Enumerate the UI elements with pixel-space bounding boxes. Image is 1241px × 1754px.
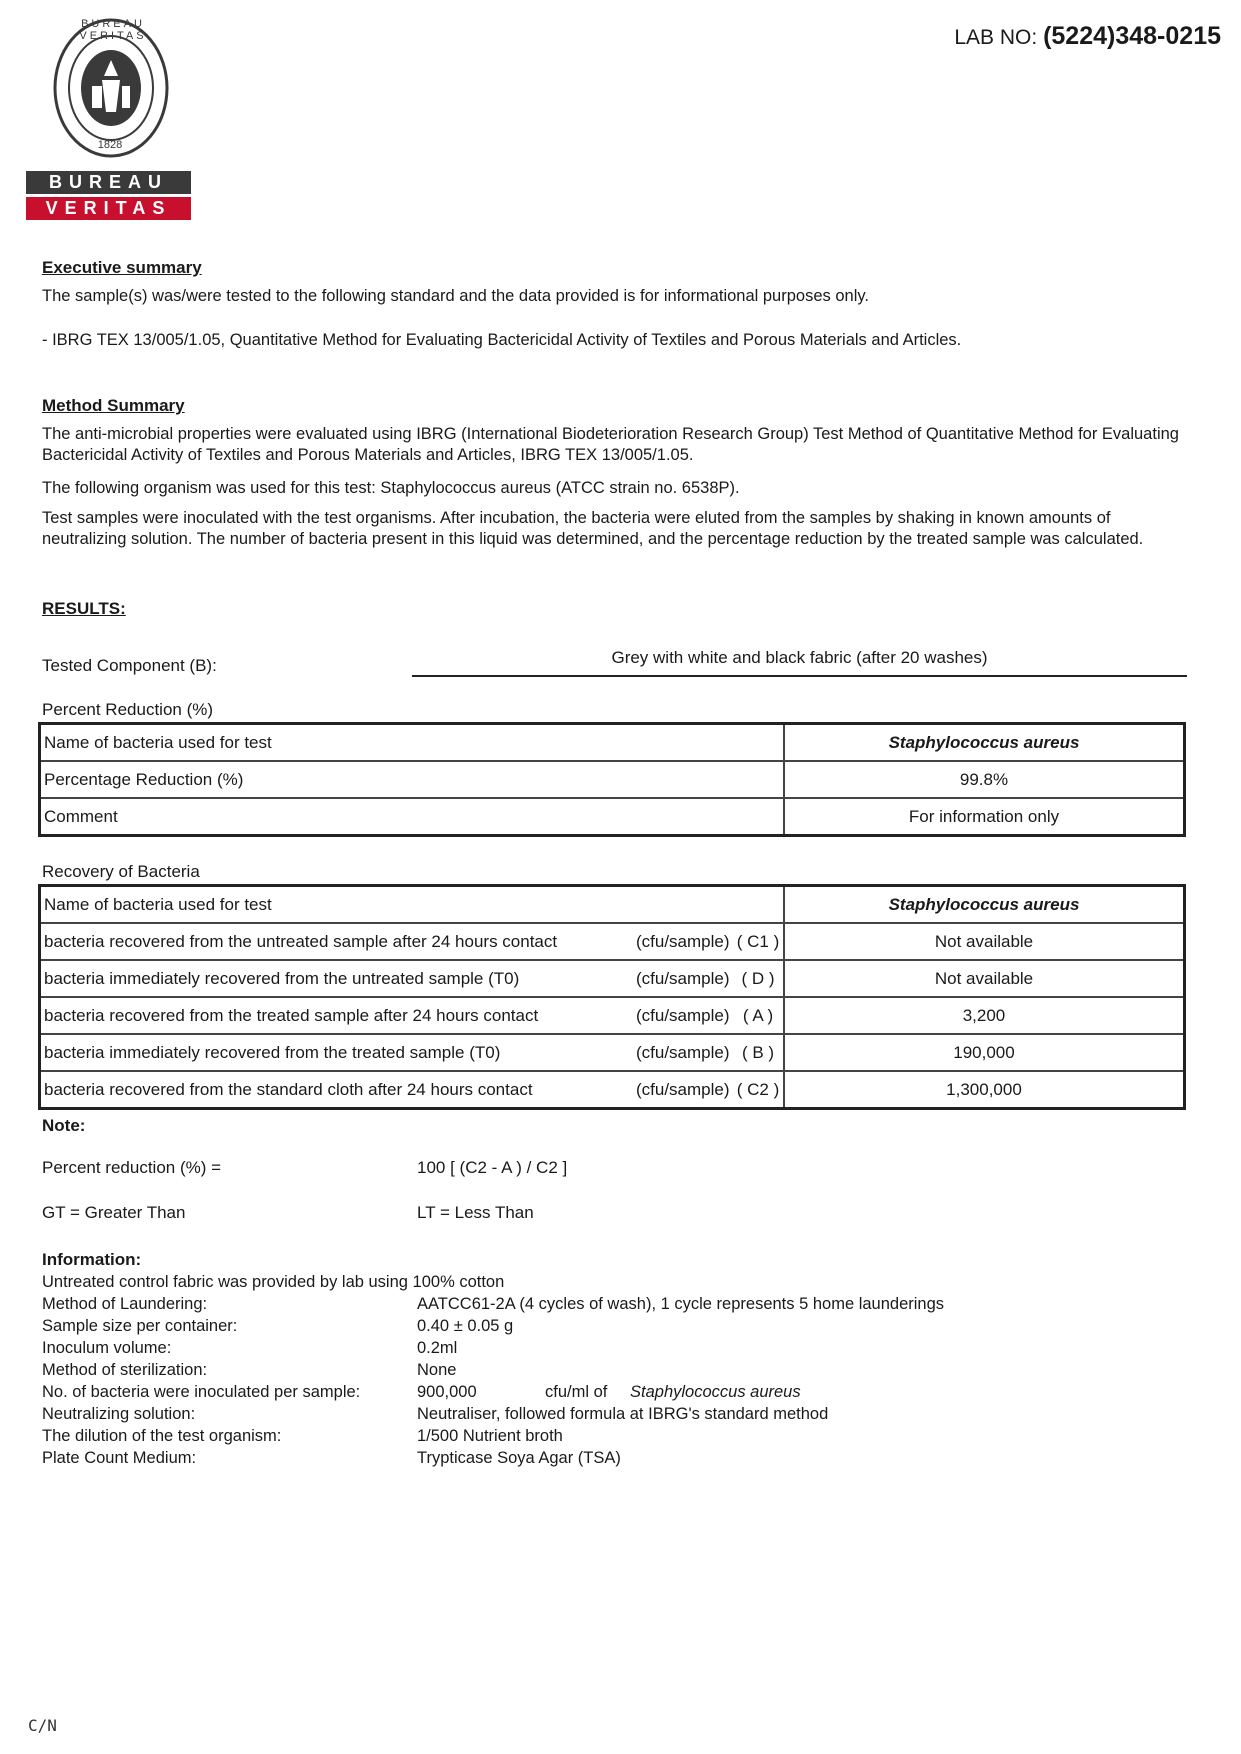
table-cell-label: Percentage Reduction (%) bbox=[40, 761, 785, 798]
info-label: Method of sterilization: bbox=[42, 1361, 208, 1379]
info-organism: Staphylococcus aureus bbox=[630, 1383, 801, 1401]
seal-year: 1828 bbox=[97, 139, 123, 151]
logo-word-bureau: BUREAU bbox=[26, 171, 191, 194]
recovery-label: bacteria recovered from the untreated sample after 24 hours contact bbox=[44, 931, 558, 951]
info-label: Method of Laundering: bbox=[42, 1295, 208, 1313]
gt-definition: GT = Greater Than bbox=[42, 1203, 186, 1222]
information-list bbox=[42, 1293, 1192, 1469]
info-label: The dilution of the test organism: bbox=[42, 1427, 282, 1445]
table-row bbox=[40, 761, 1185, 798]
info-value: Trypticase Soya Agar (TSA) bbox=[417, 1449, 621, 1467]
info-value: None bbox=[417, 1361, 457, 1379]
formula-value: 100 [ (C2 - A ) / C2 ] bbox=[417, 1158, 568, 1177]
table-cell-label: Comment bbox=[40, 798, 785, 836]
info-row bbox=[42, 1359, 1192, 1381]
recovery-code: ( D ) bbox=[741, 968, 775, 988]
recovery-code: ( B ) bbox=[741, 1042, 775, 1062]
recovery-table bbox=[38, 884, 1186, 1110]
table-row bbox=[40, 886, 1185, 924]
recovery-label: bacteria immediately recovered from the untreated sample (T0) bbox=[44, 968, 520, 988]
info-row bbox=[42, 1425, 1192, 1447]
lab-label: LAB NO: bbox=[954, 26, 1038, 49]
info-label: Sample size per container: bbox=[42, 1317, 238, 1335]
recovery-label: bacteria recovered from the standard cloth after 24 hours contact bbox=[44, 1079, 533, 1099]
information-title: Information: bbox=[42, 1250, 142, 1269]
recovery-unit: (cfu/sample) bbox=[636, 1079, 730, 1099]
info-value: Neutraliser, followed formula at IBRG's standard method bbox=[417, 1405, 829, 1423]
recovery-unit: (cfu/sample) bbox=[636, 968, 730, 988]
executive-summary-title: Executive summary bbox=[42, 258, 202, 277]
recovery-unit: (cfu/sample) bbox=[636, 1005, 730, 1025]
table-row bbox=[40, 1034, 1185, 1071]
table-row bbox=[40, 1071, 1185, 1109]
table-cell-label: Name of bacteria used for test bbox=[40, 886, 785, 924]
table-row bbox=[40, 960, 1185, 997]
table-cell-value: Not available bbox=[784, 923, 1185, 960]
footer-code: C/N bbox=[28, 1716, 57, 1735]
info-row bbox=[42, 1293, 1192, 1315]
logo-word-veritas: VERITAS bbox=[26, 197, 191, 220]
info-label: No. of bacteria were inoculated per sample: bbox=[42, 1383, 361, 1401]
info-value: 1/500 Nutrient broth bbox=[417, 1427, 563, 1445]
table-cell-value: Staphylococcus aureus bbox=[784, 886, 1185, 924]
info-row bbox=[42, 1381, 1192, 1403]
recovery-unit: (cfu/sample) bbox=[636, 931, 730, 951]
component-underline bbox=[412, 675, 1187, 677]
table-cell-value: 99.8% bbox=[784, 761, 1185, 798]
lab-number-value: (5224)348-0215 bbox=[1043, 22, 1221, 50]
recovery-code: ( C1 ) bbox=[736, 931, 780, 951]
table-cell-value: 1,300,000 bbox=[784, 1071, 1185, 1109]
recovery-title: Recovery of Bacteria bbox=[42, 862, 200, 881]
info-unit: cfu/ml of bbox=[545, 1383, 608, 1401]
recovery-code: ( C2 ) bbox=[736, 1079, 780, 1099]
note-title: Note: bbox=[42, 1116, 86, 1135]
recovery-label: bacteria immediately recovered from the treated sample (T0) bbox=[44, 1042, 501, 1062]
table-cell-value: Staphylococcus aureus bbox=[784, 724, 1185, 762]
percent-reduction-title: Percent Reduction (%) bbox=[42, 700, 214, 719]
table-cell-value: For information only bbox=[784, 798, 1185, 836]
table-cell-label: Name of bacteria used for test bbox=[40, 724, 785, 762]
table-row bbox=[40, 798, 1185, 836]
seal-ring-text: BUREAU VERITAS bbox=[79, 18, 147, 42]
executive-line-1: The sample(s) was/were tested to the following standard and the data provided is for informational purposes only. bbox=[42, 287, 869, 305]
info-label: Inoculum volume: bbox=[42, 1339, 172, 1357]
executive-line-2: - IBRG TEX 13/005/1.05, Quantitative Method for Evaluating Bactericidal Activity of Textiles and Porous Materials and Articles. bbox=[42, 331, 962, 349]
table-cell-value: Not available bbox=[784, 960, 1185, 997]
table-cell-value: 3,200 bbox=[784, 997, 1185, 1034]
tested-component-value: Grey with white and black fabric (after 20 washes) bbox=[611, 648, 988, 667]
method-summary-title: Method Summary bbox=[42, 396, 185, 415]
table-row bbox=[40, 923, 1185, 960]
info-label: Neutralizing solution: bbox=[42, 1405, 196, 1423]
info-row bbox=[42, 1315, 1192, 1337]
method-paragraph-2: The following organism was used for this test: Staphylococcus aureus (ATCC strain no. 6538P). bbox=[42, 479, 740, 497]
results-title: RESULTS: bbox=[42, 599, 126, 618]
table-row bbox=[40, 997, 1185, 1034]
method-paragraph-1: The anti-microbial properties were evaluated using IBRG (International Biodeterioration Research Group) Test Method of Quantitative Method for Evaluating Bactericidal Activity of Textiles and Porous Materials and Articles, IBRG TEX 13/005/1.05. bbox=[42, 425, 1179, 464]
lab-number bbox=[954, 22, 1221, 51]
info-value: 0.40 ± 0.05 g bbox=[417, 1317, 514, 1335]
info-row bbox=[42, 1337, 1192, 1359]
table-cell-value: 190,000 bbox=[784, 1034, 1185, 1071]
information-intro: Untreated control fabric was provided by lab using 100% cotton bbox=[42, 1273, 505, 1291]
recovery-code: ( A ) bbox=[742, 1005, 774, 1025]
percent-reduction-table bbox=[38, 722, 1186, 837]
recovery-unit: (cfu/sample) bbox=[636, 1042, 730, 1062]
info-label: Plate Count Medium: bbox=[42, 1449, 197, 1467]
tested-component-label: Tested Component (B): bbox=[42, 656, 217, 675]
recovery-label: bacteria recovered from the treated sample after 24 hours contact bbox=[44, 1005, 539, 1025]
info-row bbox=[42, 1447, 1192, 1469]
info-value: AATCC61-2A (4 cycles of wash), 1 cycle represents 5 home launderings bbox=[417, 1295, 945, 1313]
info-value: 900,000 bbox=[417, 1383, 477, 1401]
formula-label: Percent reduction (%) = bbox=[42, 1158, 222, 1177]
info-row bbox=[42, 1403, 1192, 1425]
table-row bbox=[40, 724, 1185, 762]
info-value: 0.2ml bbox=[417, 1339, 458, 1357]
lt-definition: LT = Less Than bbox=[417, 1203, 534, 1222]
method-paragraph-3: Test samples were inoculated with the test organisms. After incubation, the bacteria were eluted from the samples by shaking in known amounts of neutralizing solution. The number of bacteria present in this liquid was determined, and the percentage reduction by the treated sample was calculated. bbox=[42, 509, 1144, 548]
